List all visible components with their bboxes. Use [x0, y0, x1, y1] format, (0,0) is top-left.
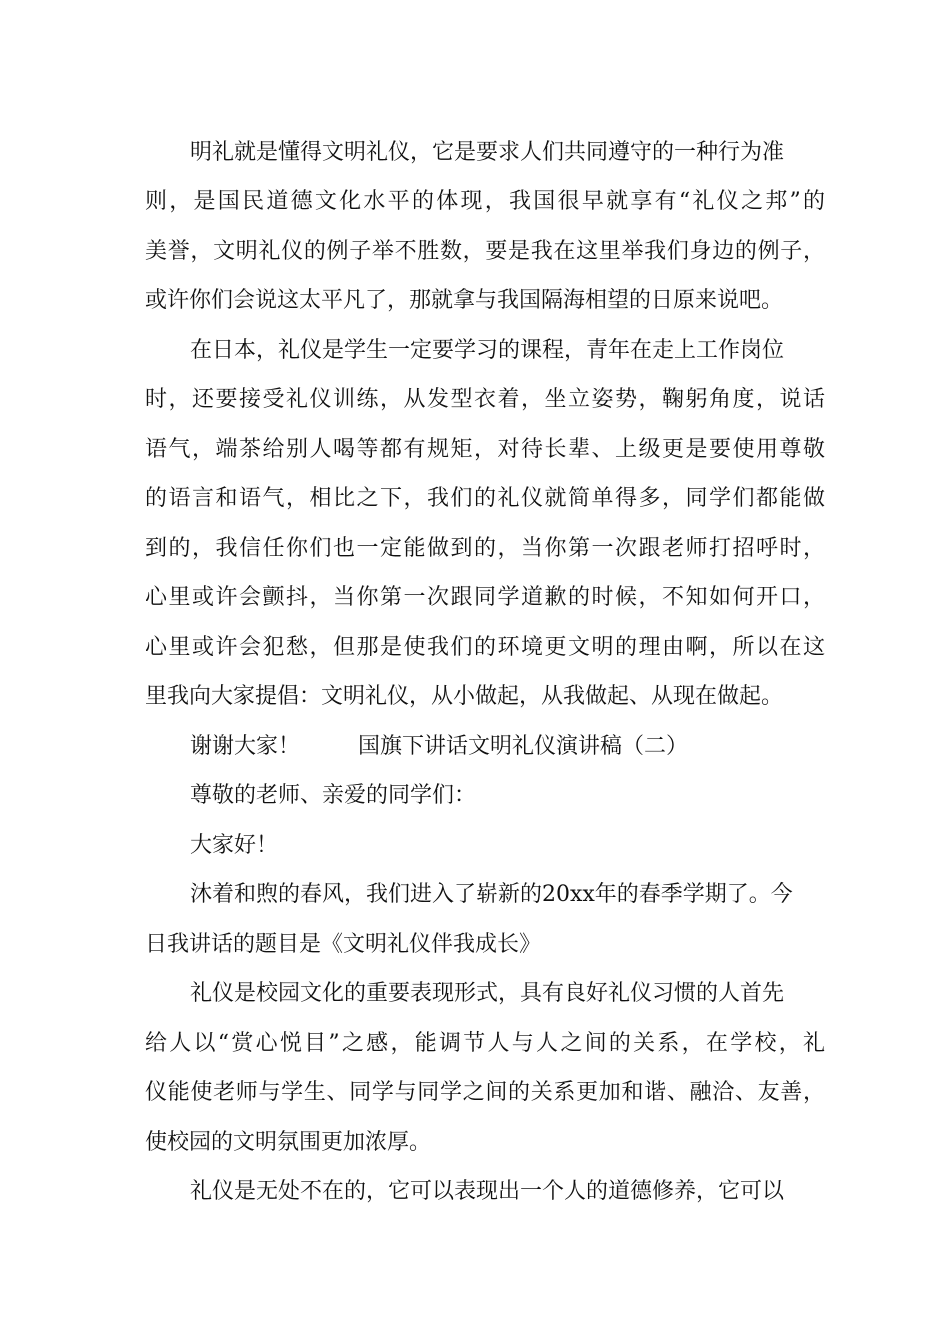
thanks-and-title-line: [190, 732, 870, 762]
paragraph-3-line-2: 日我讲话的题目是《文明礼仪伴我成长》: [145, 932, 542, 957]
paragraph-1-line-4: 或许你们会说这太平凡了，那就拿与我国隔海相望的日原来说吧。: [145, 288, 784, 313]
paragraph-1-line-3: 美誉，文明礼仪的例子举不胜数，要是我在这里举我们身边的例子，: [145, 239, 825, 264]
paragraph-4-line-2: 给人以“赏心悦目”之感，能调节人与人之间的关系，在学校，礼: [145, 1031, 825, 1056]
paragraph-3-line-1: 沐着和煦的春风，我们进入了崭新的20xx年的春季学期了。今: [190, 882, 793, 907]
greeting: 大家好！: [190, 833, 279, 858]
paragraph-5-line-1: 礼仪是无处不在的，它可以表现出一个人的道德修养，它可以: [190, 1179, 785, 1204]
paragraph-4-line-4: 使校园的文明氛围更加浓厚。: [145, 1130, 432, 1155]
paragraph-2-line-8: 里我向大家提倡：文明礼仪，从小做起，从我做起、从现在做起。: [145, 684, 784, 709]
paragraph-4-line-1: 礼仪是校园文化的重要表现形式，具有良好礼仪习惯的人首先: [190, 981, 785, 1006]
paragraph-2-line-5: 到的，我信任你们也一定能做到的，当你第一次跟老师打招呼时，: [145, 536, 825, 561]
paragraph-2-line-7: 心里或许会犯愁，但那是使我们的环境更文明的理由啊，所以在这: [145, 635, 825, 660]
thanks-text: 谢谢大家！: [190, 734, 301, 759]
paragraph-1-line-2: 则，是国民道德文化水平的体现，我国很早就享有“礼仪之邦”的: [145, 189, 825, 214]
paragraph-2-line-1: 在日本，礼仪是学生一定要学习的课程，青年在走上工作岗位: [190, 338, 785, 363]
paragraph-4-line-3: 仪能使老师与学生、同学与同学之间的关系更加和谐、融洽、友善，: [145, 1080, 825, 1105]
paragraph-2-line-4: 的语言和语气，相比之下，我们的礼仪就简单得多，同学们都能做: [145, 486, 825, 511]
speech-title: 国旗下讲话文明礼仪演讲稿（二）: [358, 734, 689, 759]
paragraph-2-line-2: 时，还要接受礼仪训练，从发型衣着，坐立姿势，鞠躬角度，说话: [145, 387, 825, 412]
paragraph-2-line-3: 语气，端茶给别人喝等都有规矩，对待长辈、上级更是要使用尊敬: [145, 437, 825, 462]
paragraph-2-line-6: 心里或许会颤抖，当你第一次跟同学道歉的时候，不知如何开口，: [145, 585, 825, 610]
paragraph-1-line-1: 明礼就是懂得文明礼仪，它是要求人们共同遵守的一种行为准: [190, 140, 785, 165]
salutation: 尊敬的老师、亲爱的同学们：: [190, 783, 477, 808]
